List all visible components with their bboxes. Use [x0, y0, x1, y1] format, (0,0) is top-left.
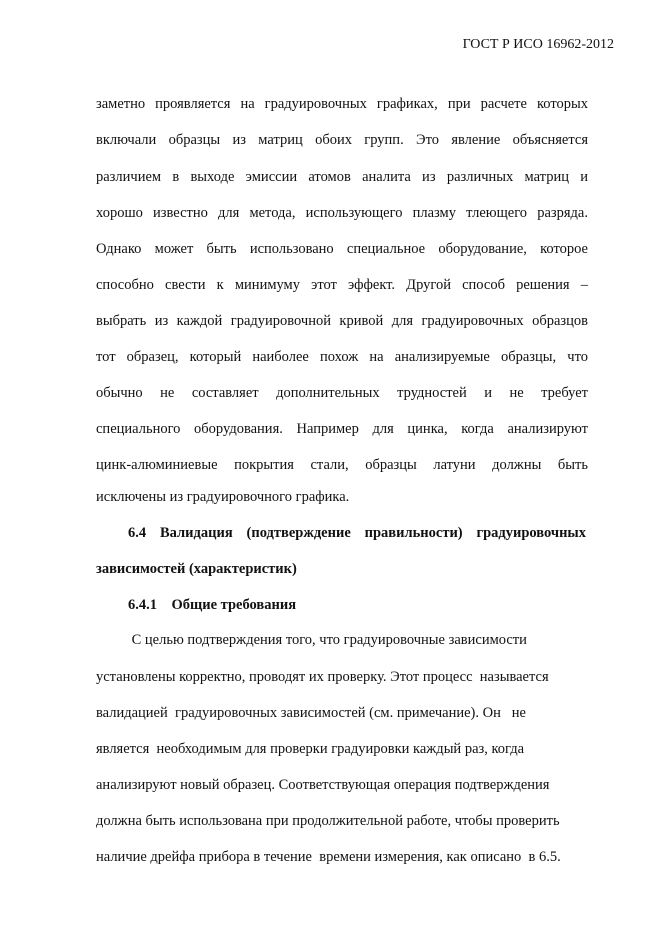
paragraph-line: специального оборудования. Например для цинка, когда анализируют	[96, 421, 588, 437]
document-header-id: ГОСТ Р ИСО 16962-2012	[462, 37, 614, 52]
paragraph-line: установлены корректно, проводят их проверку. Этот процесс называется	[96, 669, 549, 685]
paragraph-line: наличие дрейфа прибора в течение времени измерения, как описано в 6.5.	[96, 849, 561, 865]
paragraph-line: валидацией градуировочных зависимостей (см. примечание). Он не	[96, 705, 526, 721]
paragraph-line: тот образец, который наиболее похож на анализируемые образцы, что	[96, 349, 588, 365]
paragraph-line: цинк-алюминиевые покрытия стали, образцы латуни должны быть	[96, 457, 588, 473]
section-heading-6-4: 6.4 Валидация (подтверждение правильности) градуировочных	[128, 525, 586, 541]
paragraph-line: включали образцы из матриц обоих групп. Это явление объясняется	[96, 132, 588, 148]
paragraph-line: способно свести к минимуму этот эффект. Другой способ решения –	[96, 277, 588, 293]
paragraph-line: заметно проявляется на градуировочных графиках, при расчете которых	[96, 96, 588, 112]
paragraph-line: должна быть использована при продолжительной работе, чтобы проверить	[96, 813, 560, 829]
paragraph-line: является необходимым для проверки градуировки каждый раз, когда	[96, 741, 525, 757]
section-heading-6-4-1: 6.4.1 Общие требования	[128, 597, 297, 613]
section-heading-6-4-cont: зависимостей (характеристик)	[96, 561, 297, 577]
paragraph-line: С целью подтверждения того, что градуировочные зависимости	[128, 632, 527, 648]
paragraph-line: Однако может быть использовано специальное оборудование, которое	[96, 241, 588, 257]
paragraph-line: исключены из градуировочного графика.	[96, 489, 350, 505]
paragraph-line: различием в выходе эмиссии атомов аналита из различных матриц и	[96, 169, 588, 185]
paragraph-line: обычно не составляет дополнительных трудностей и не требует	[96, 385, 588, 401]
paragraph-line: анализируют новый образец. Соответствующая операция подтверждения	[96, 777, 550, 793]
paragraph-line: выбрать из каждой градуировочной кривой для градуировочных образцов	[96, 313, 588, 329]
paragraph-line: хорошо известно для метода, использующего плазму тлеющего разряда.	[96, 205, 588, 221]
